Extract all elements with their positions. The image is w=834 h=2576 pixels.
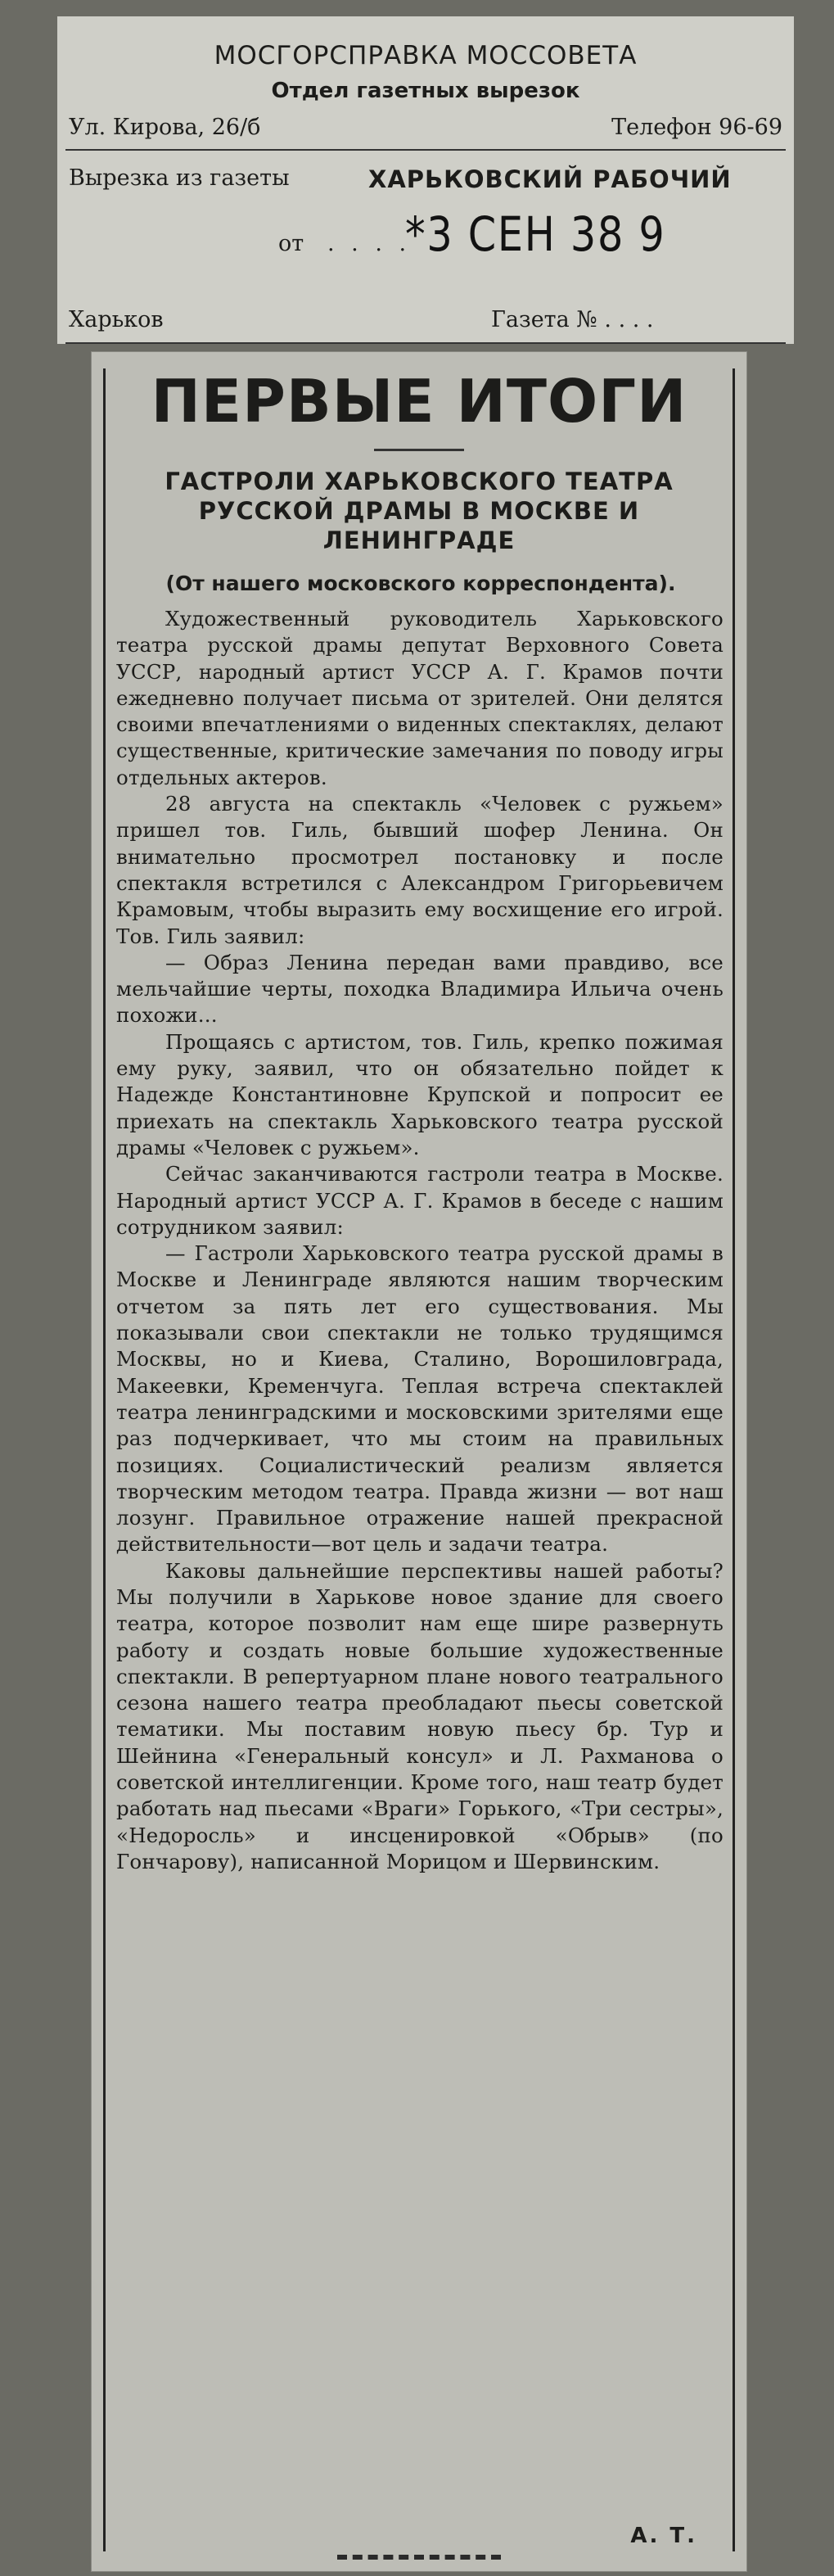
headline-rule — [374, 449, 464, 451]
newspaper-name: ХАРЬКОВСКИЙ РАБОЧИЙ — [368, 165, 732, 193]
department-name: Отдел газетных вырезок — [271, 79, 580, 103]
from-label: от — [278, 231, 304, 256]
article-paragraph: 28 августа на спектакль «Человек с ружьем» пришел тов. Гиль, бывший шофер Ленина. Он внимательно просмотрел постановку и после спектакля встретился с Александром Григорьевичем Крамовым, чтобы выразить ему восхищение его игрой. Тов. Гиль заявил: — [116, 792, 724, 948]
divider — [65, 149, 786, 151]
author-signature: А. Т. — [630, 2524, 697, 2548]
newspaper-clipping — [92, 352, 746, 2571]
org-name: МОСГОРСПРАВКА МОССОВЕТА — [214, 41, 638, 70]
article-paragraph: Художественный руководитель Харьковского театра русской драмы депутат Верховного Совета УССР, народный артист УССР А. Г. Крамов почти ежедневно получает письма от зрителей. Они делятся своими впечатлениями о виденных спектаклях, делают существенные, критические замечания по поводу игры отдельных актеров. — [116, 607, 724, 789]
article-paragraph: Сейчас заканчиваются гастроли театра в Москве. Народный артист УССР А. Г. Крамов в беседе с нашим сотрудником заявил: — [116, 1162, 724, 1239]
article-paragraph: Прощаясь с артистом, тов. Гиль, крепко пожимая ему руку, заявил, что он обязательно пойдет к Надежде Константиновне Крупской и попросит ее приехать на спектакль Харьковского театра русской драмы «Человек с ружьем». — [116, 1029, 724, 1159]
article-headline: ПЕРВЫЕ ИТОГИ — [151, 367, 687, 436]
article-paragraph: — Гастроли Харьковского театра русской драмы в Москве и Ленинграде являются нашим творческим отчетом за пять лет его существования. Мы показывали свои спектакли не только трудящимся Москвы, но и Киева, Сталино, Ворошиловграда, Макеевки, Кременчуга. Теплая встреча спектаклей театра ленинградскими и московскими зрителями еще раз подчеркивает, что мы стоим на правильных позициях. Социалистический реализм является творческим методом театра. Правда жизни — вот наш лозунг. Правильное отражение нашей прекрасной действительности—вот цель и задачи театра. — [116, 1241, 724, 1557]
article-byline: (От нашего московского корреспондента). — [165, 572, 676, 595]
address: Ул. Кирова, 26/б — [69, 115, 261, 140]
article-subhead: ГАСТРОЛИ ХАРЬКОВСКОГО ТЕАТРА РУССКОЙ ДРАМЫ В МОСКВЕ И ЛЕНИНГРАДЕ — [165, 468, 674, 554]
clip-label: Вырезка из газеты — [69, 165, 290, 191]
phone: Телефон 96-69 — [611, 115, 782, 140]
city: Харьков — [69, 307, 164, 332]
divider — [65, 342, 786, 344]
column-rule-right — [733, 368, 735, 2551]
article-body — [116, 606, 724, 1875]
date-stamp: *3 СЕН 38 9 — [405, 206, 666, 262]
bottom-rule — [337, 2555, 501, 2560]
article-paragraph: — Образ Ленина передан вами правдиво, все мельчайшие черты, походка Владимира Ильича очень похожи... — [116, 950, 724, 1028]
column-rule-left — [103, 368, 106, 2551]
clipping-service-slip — [57, 16, 794, 344]
article-paragraph: Каковы дальнейшие перспективы нашей работы? Мы получили в Харькове новое здание для своего театра, которое позволит нам еще шире развернуть работу и создать новые большие художественные спектакли. В репертуарном плане нового театрального сезона нашего театра преобладают пьесы советской тематики. Мы поставим новую пьесу бр. Тур и Шейнина «Генеральный консул» и Л. Рахманова о советской интеллигенции. Кроме того, наш театр будет работать над пьесами «Враги» Горького, «Три сестры», «Недоросль» и инсценировкой «Обрыв» (по Гончарову), написанной Морицом и Шервинским. — [116, 1558, 724, 1873]
from-dots: . . . . — [327, 231, 412, 256]
gazeta-number-label: Газета № . . . . — [491, 307, 654, 332]
